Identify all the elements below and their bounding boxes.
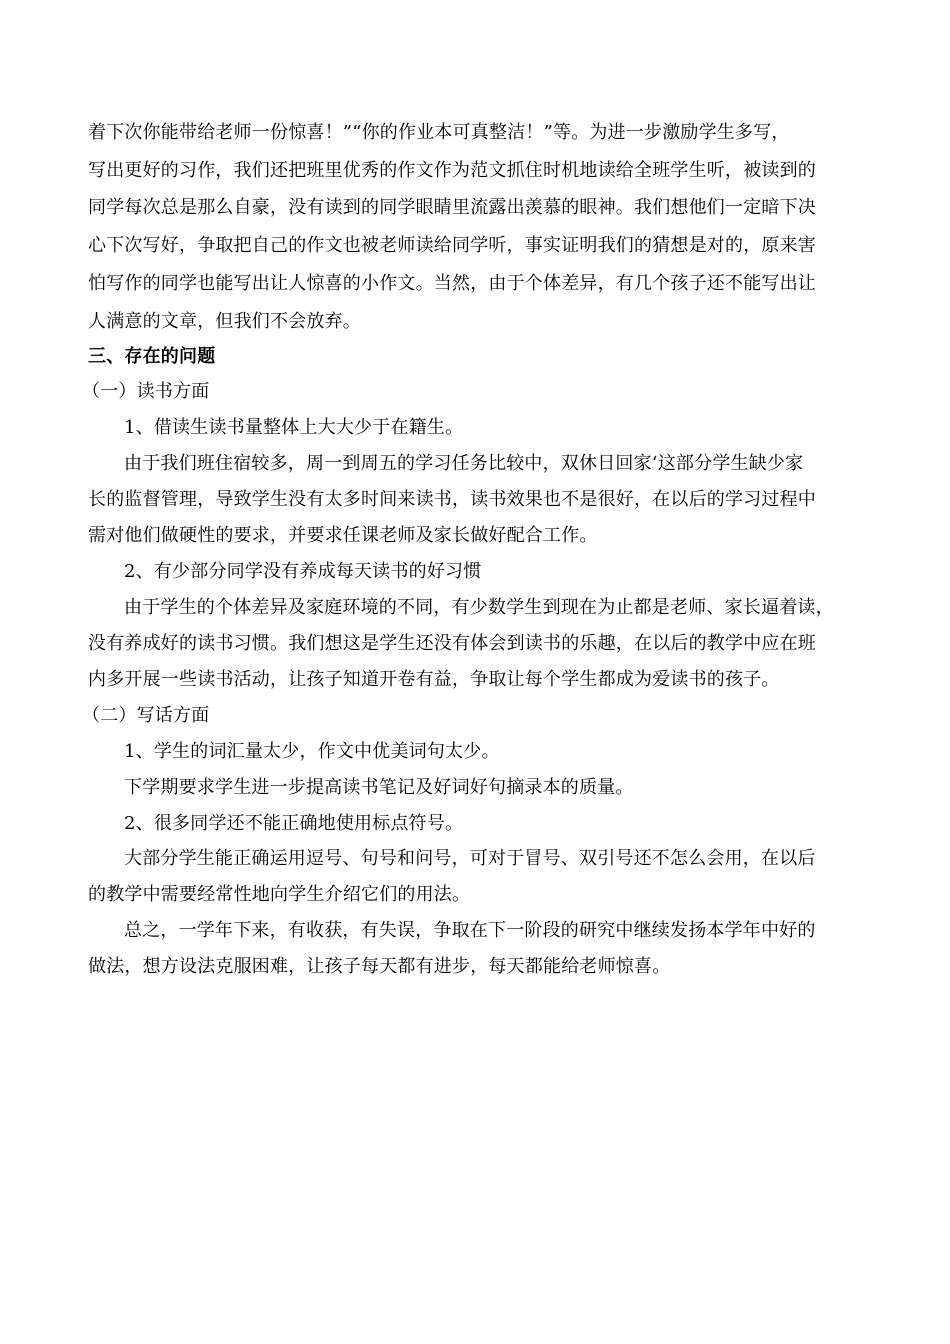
- text-line: 心下次写好，争取把自己的作文也被老师读给同学听，事实证明我们的猜想是对的，原来害: [88, 235, 816, 256]
- text-line: 由于我们班住宿较多，周一到周五的学习任务比较中，双休日回家‘这部分学生缺少家: [124, 453, 804, 474]
- text-line: 写出更好的习作，我们还把班里优秀的作文作为范文抓住时机地读给全班学生听，被读到的: [88, 160, 816, 181]
- text-line: 怕写作的同学也能写出让人惊喜的小作文。当然，由于个体差异，有几个孩子还不能写出让: [88, 273, 816, 294]
- text-line: 没有养成好的读书习惯。我们想这是学生还没有体会到读书的乐趣，在以后的教学中应在班: [88, 633, 816, 654]
- text-line: 长的监督管理，导致学生没有太多时间来读书，读书效果也不是很好，在以后的学习过程中: [88, 489, 816, 510]
- item-title: 1、借读生读书量整体上大大少于在籍生。: [124, 417, 464, 438]
- section-heading: 三、存在的问题: [88, 346, 216, 367]
- text-line: 内多开展一些读书活动，让孩子知道开卷有益，争取让每个学生都成为爱读书的孩子。: [88, 669, 780, 690]
- text-line: 大部分学生能正确运用逗号、句号和问号，可对于冒号、双引号还不怎么会用，在以后: [124, 848, 816, 869]
- item-title: 2、很多同学还不能正确地使用标点符号。: [124, 813, 464, 834]
- text-line: 需对他们做硬性的要求，并要求任课老师及家长做好配合工作。: [88, 525, 598, 546]
- item-title: 1、学生的词汇量太少，作文中优美词句太少。: [124, 741, 500, 762]
- text-line: 做法，想方设法克服困难，让孩子每天都有进步，每天都能给老师惊喜。: [88, 956, 671, 977]
- item-body: 下学期要求学生进一步提高读书笔记及好词好句摘录本的质量。: [124, 777, 634, 798]
- text-line: 总之，一学年下来，有收获，有失误，争取在下一阶段的研究中继续发扬本学年中好的: [124, 920, 816, 941]
- text-line: 由于学生的个体差异及家庭环境的不同，有少数学生到现在为止都是老师、家长逼着读，: [124, 597, 834, 618]
- text-line: 着下次你能带给老师一份惊喜！”“你的作业本可真整洁！”等。为进一步激励学生多写，: [88, 122, 790, 143]
- item-title: 2、有少部分同学没有养成每天读书的好习惯: [124, 561, 482, 582]
- subsection-heading-reading: （一）读书方面: [82, 381, 210, 402]
- text-line: 人满意的文章，但我们不会放弃。: [88, 311, 361, 332]
- text-line: 的教学中需要经常性地向学生介绍它们的用法。: [88, 884, 471, 905]
- subsection-heading-writing: （二）写话方面: [82, 705, 210, 726]
- text-line: 同学每次总是那么自豪，没有读到的同学眼睛里流露出羡慕的眼神。我们想他们一定暗下决: [88, 197, 816, 218]
